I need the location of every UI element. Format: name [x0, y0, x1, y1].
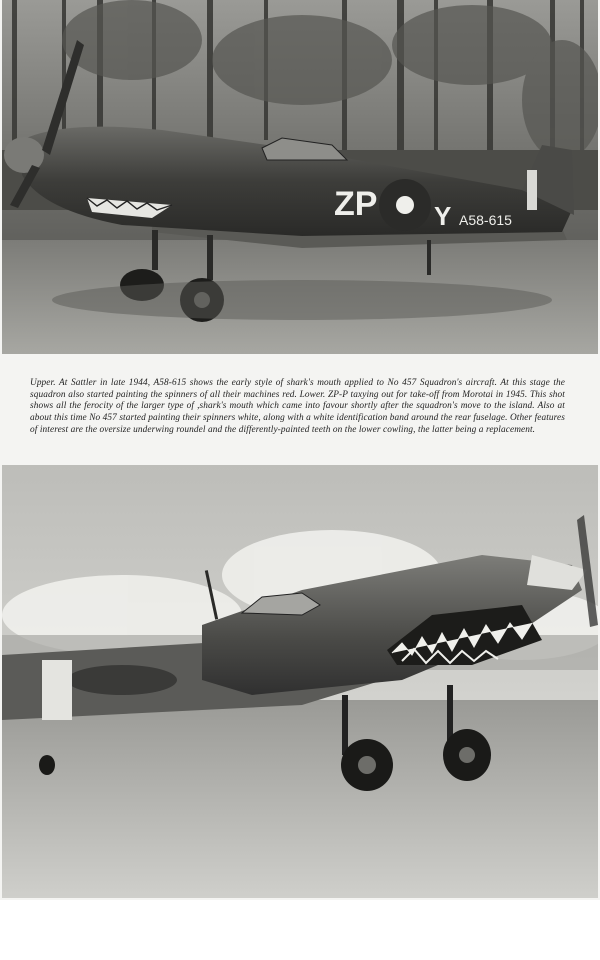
serial-number: A58-615 [459, 212, 512, 228]
lower-photo [2, 465, 598, 898]
spitfire-taxying-photo [2, 465, 598, 898]
photo-caption: Upper. At Sattler in late 1944, A58-615 shows the early style of shark's mouth applied to No 457 Squadron's aircraft. At this stage the squadron also started painting the spinners of all their machines red. Lower. ZP-P taxying out for take-off from Morotai in 1945. This shot shows all the ferocity of the larger type of ,shark's mouth which came into favour shortly after the squadron's move to the island. Also at about this time No 457 started painting their spinners white, along with a white identification band around the rear fuselage. Other features of interest are the oversize underwing roundel and the differently-painted teeth on the lower cowling, the latter being a replacement. [30, 378, 565, 435]
fuselage-code-y: Y [434, 201, 452, 231]
page-bottom-margin [0, 900, 600, 960]
upper-photo [2, 0, 598, 354]
spitfire-jungle-photo [2, 0, 598, 354]
fuselage-code-zp: ZP [334, 185, 378, 223]
